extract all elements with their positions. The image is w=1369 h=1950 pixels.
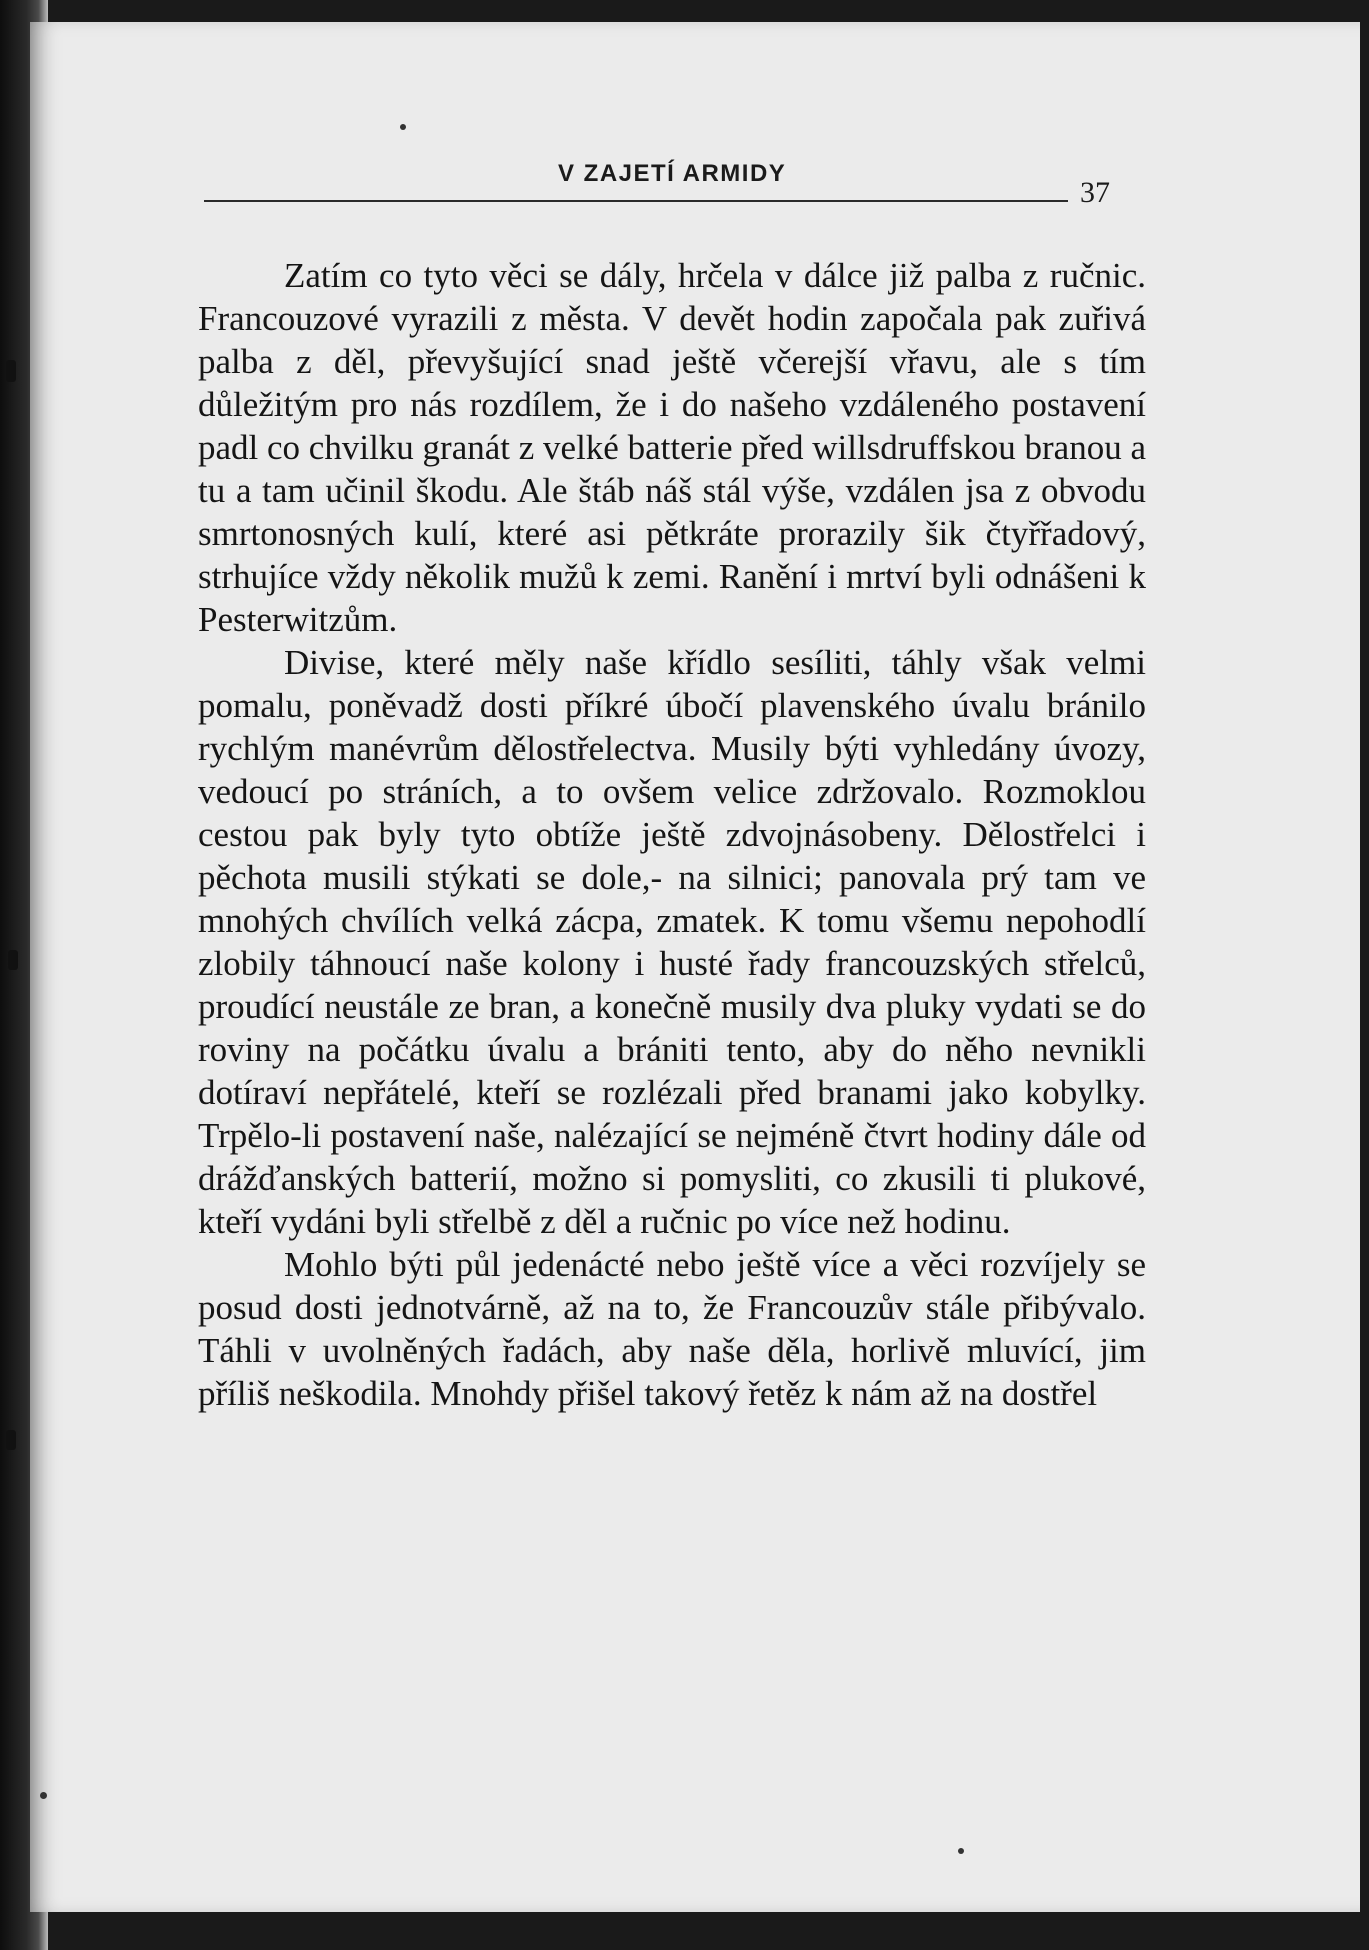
body-text — [198, 254, 1146, 1415]
paper-speck — [958, 1848, 964, 1854]
paragraph: Divise, které měly naše křídlo sesíliti, táhly však velmi pomalu, poněvadž dosti příkré úbočí plavenského úvalu bránilo rychlým manévrům dělostřelectva. Musily býti vyhledány úvozy, vedoucí po stráních, a to ovšem velice zdržovalo. Rozmoklou cestou pak byly tyto obtíže ještě zdvojnásobeny. Dělostřelci i pěchota musili stýkati se dole,- na silnici; panovala prý tam ve mnohých chvílích velká zácpa, zmatek. K tomu všemu nepohodlí zlobily táhnoucí naše kolony i husté řady francouzských střelců, proudící neustále ze bran, a konečně musily dva pluky vydati se do roviny na počátku úvalu a brániti tento, aby do něho nevnikli dotíraví nepřátelé, kteří se rozlézali před branami jako kobylky. Trpělo-li postavení naše, nalézající se nejméně čtvrt hodiny dále od drážďanských batterií, možno si pomysliti, co zkusili ti plukové, kteří vydáni byli střelbě z děl a ručnic po více než hodinu. — [198, 643, 1146, 1241]
paper-speck — [400, 124, 406, 130]
running-title: V ZAJETÍ ARMIDY — [558, 160, 787, 187]
page-header — [178, 140, 1178, 210]
header-rule — [204, 200, 1068, 202]
page-number: 37 — [1080, 176, 1110, 209]
paper-speck — [40, 1792, 47, 1799]
paragraph: Mohlo býti půl jedenácté nebo ještě více a věci rozvíjely se posud dosti jednotvárně, až na to, že Francouzův stále přibývalo. Táhli v uvolněných řadách, aby naše děla, horlivě mluvící, jim příliš neškodila. Mnohdy přišel takový řetěz k nám až na dostřel — [198, 1245, 1146, 1413]
binding-mark — [6, 1430, 16, 1450]
paragraph: Zatím co tyto věci se dály, hrčela v dálce již palba z ručnic. Francouzové vyrazili z města. V devět hodin započala pak zuřivá palba z děl, převyšující snad ještě včerejší vřavu, ale s tím důležitým pro nás rozdílem, že i do našeho vzdáleného postavení padl co chvilku granát z velké batterie před willsdruffskou branou a tu a tam učinil škodu. Ale štáb náš stál výše, vzdálen jsa z obvodu smrtonosných kulí, které asi pětkráte prorazily šik čtyřřadový, strhujíce vždy několik mužů k zemi. Ranění i mrtví byli odnášeni k Pesterwitzům. — [198, 256, 1146, 639]
binding-mark — [8, 950, 18, 970]
binding-mark — [6, 360, 16, 382]
